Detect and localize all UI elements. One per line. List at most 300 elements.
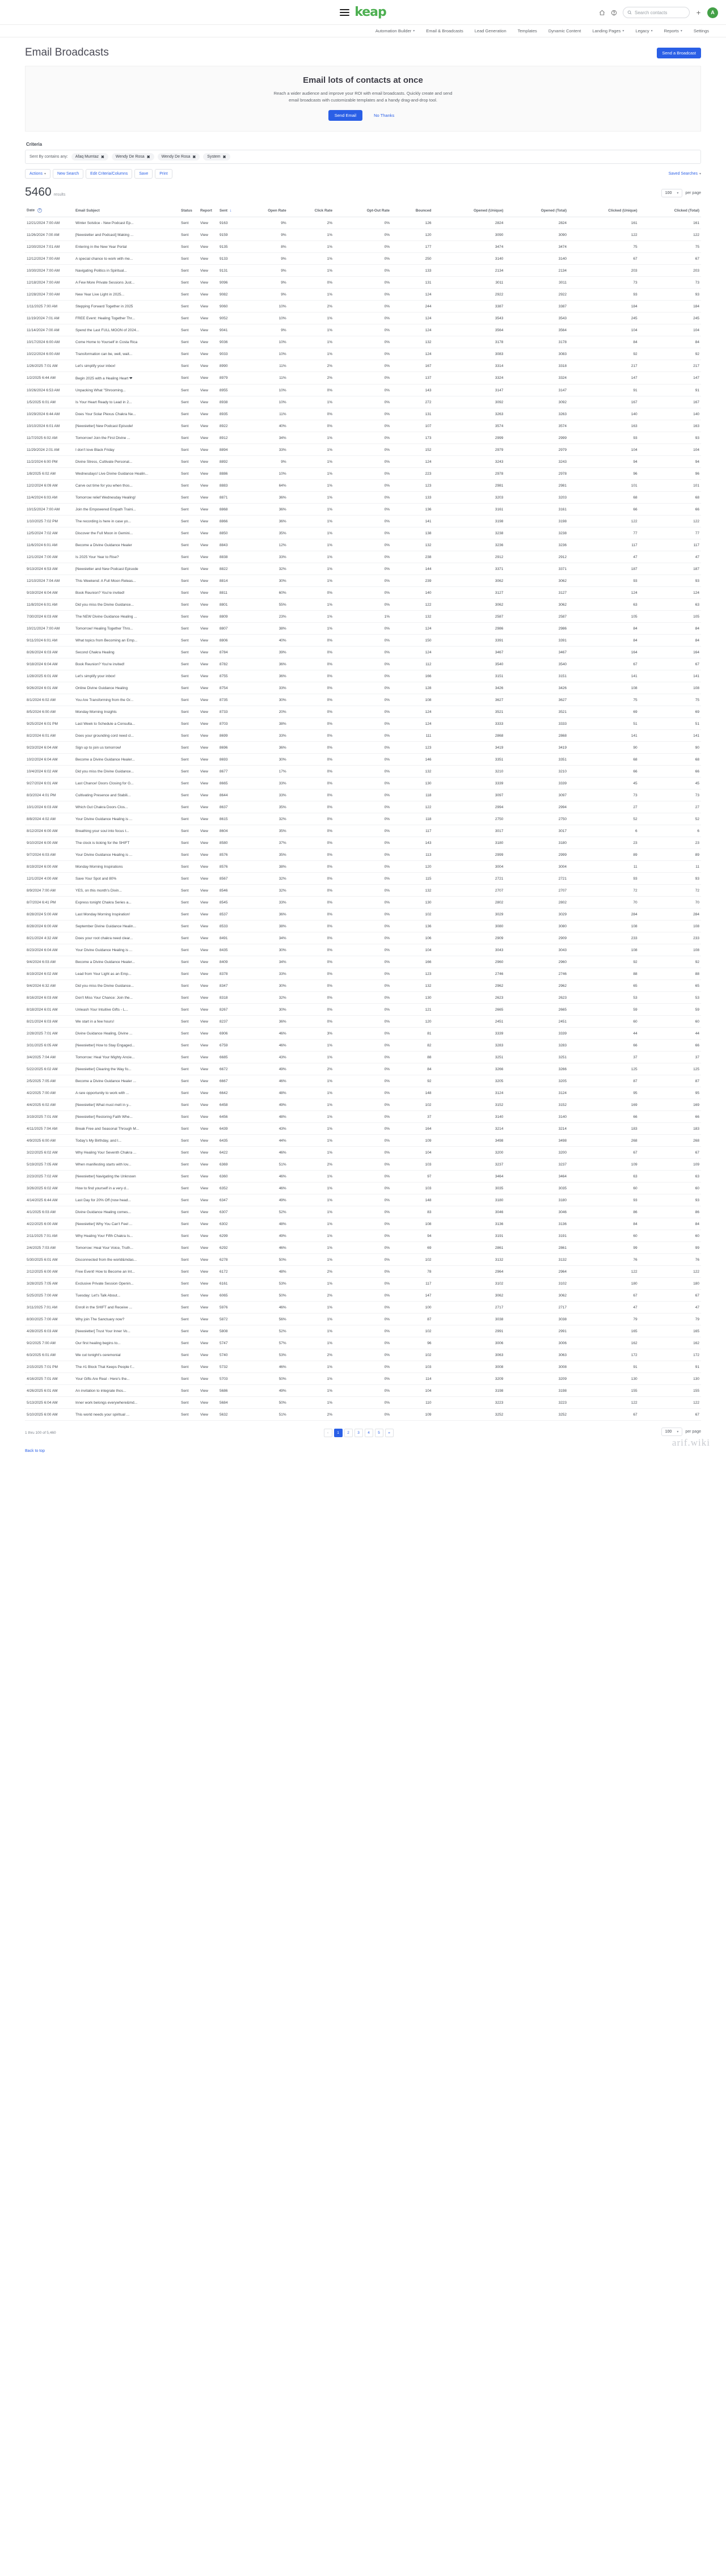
nav-item-landing-pages[interactable] <box>592 28 624 33</box>
table-row[interactable] <box>25 253 701 265</box>
cell-report[interactable]: View <box>199 217 218 229</box>
pagination-last[interactable]: » <box>385 1429 394 1437</box>
cell-report[interactable]: View <box>199 1325 218 1337</box>
cell-report[interactable]: View <box>199 885 218 897</box>
table-row[interactable] <box>25 682 701 694</box>
cell-report[interactable]: View <box>199 658 218 670</box>
avatar[interactable]: A <box>707 7 718 18</box>
cell-report[interactable]: View <box>199 1051 218 1063</box>
cell-click-rate: 0% <box>288 920 334 932</box>
nav-item-legacy[interactable] <box>635 28 652 33</box>
table-row[interactable] <box>25 1147 701 1159</box>
cell-click-rate: 0% <box>288 980 334 992</box>
cell-clicked-total: 86 <box>639 1206 701 1218</box>
cell-report[interactable]: View <box>199 229 218 241</box>
cell-report[interactable]: View <box>199 539 218 551</box>
new-search-button[interactable]: New Search <box>53 169 83 179</box>
table-row[interactable] <box>25 563 701 575</box>
pagination-page-5[interactable]: 5 <box>375 1429 383 1437</box>
table-row[interactable] <box>25 742 701 754</box>
nav-item-reports[interactable] <box>664 28 682 33</box>
table-row[interactable] <box>25 1075 701 1087</box>
cell-report[interactable]: View <box>199 551 218 563</box>
cell-opened-total: 2717 <box>505 1302 568 1314</box>
cell-report[interactable]: View <box>199 456 218 468</box>
cell-report[interactable]: View <box>199 527 218 539</box>
chip-remove-icon[interactable]: ✖ <box>146 155 150 159</box>
criteria-chip[interactable] <box>203 153 230 161</box>
cell-report[interactable]: View <box>199 1016 218 1028</box>
table-row[interactable] <box>25 504 701 516</box>
table-row[interactable] <box>25 516 701 527</box>
cell-click-rate: 2% <box>288 217 334 229</box>
table-row[interactable] <box>25 1194 701 1206</box>
cell-report[interactable]: View <box>199 956 218 968</box>
criteria-chip[interactable] <box>112 153 154 161</box>
cell-date: 3/31/2025 6:05 AM <box>25 1040 74 1051</box>
cell-report[interactable]: View <box>199 265 218 277</box>
table-row[interactable] <box>25 1028 701 1040</box>
cell-sent: 5686 <box>218 1385 240 1397</box>
cell-report[interactable]: View <box>199 670 218 682</box>
column-header-status[interactable]: Status <box>179 204 199 217</box>
cell-click-rate: 0% <box>288 766 334 778</box>
cell-report[interactable]: View <box>199 1397 218 1409</box>
cell-report[interactable]: View <box>199 241 218 253</box>
cell-opened-total: 2746 <box>505 968 568 980</box>
column-header-clicked-total[interactable]: Clicked (Total) <box>639 204 701 217</box>
table-row[interactable] <box>25 1016 701 1028</box>
table-row[interactable] <box>25 837 701 849</box>
cell-report[interactable]: View <box>199 599 218 611</box>
table-row[interactable] <box>25 336 701 348</box>
back-to-top-link[interactable]: Back to top <box>25 1449 45 1454</box>
save-button[interactable]: Save <box>134 169 153 179</box>
cell-report[interactable]: View <box>199 420 218 432</box>
cell-report[interactable]: View <box>199 1028 218 1040</box>
cell-opened-unique: 3324 <box>433 372 505 385</box>
table-row[interactable] <box>25 217 701 229</box>
table-row[interactable] <box>25 1218 701 1230</box>
cell-report[interactable]: View <box>199 849 218 861</box>
table-row[interactable] <box>25 265 701 277</box>
cell-report[interactable]: View <box>199 861 218 873</box>
per-page-select-top[interactable] <box>661 189 683 197</box>
table-row[interactable] <box>25 313 701 324</box>
column-header-bounced[interactable]: Bounced <box>391 204 433 217</box>
table-row[interactable] <box>25 324 701 336</box>
cell-date: 12/1/2024 7:00 AM <box>25 551 74 563</box>
table-row[interactable] <box>25 301 701 313</box>
pagination-page-2[interactable]: 2 <box>344 1429 353 1437</box>
table-row[interactable] <box>25 432 701 444</box>
table-row[interactable] <box>25 944 701 956</box>
cell-opt-out-rate: 0% <box>334 229 391 241</box>
hamburger-icon[interactable] <box>340 9 349 16</box>
cell-report[interactable]: View <box>199 1123 218 1135</box>
cell-report[interactable]: View <box>199 778 218 789</box>
cell-report[interactable]: View <box>199 1302 218 1314</box>
cell-report[interactable]: View <box>199 1206 218 1218</box>
table-row[interactable] <box>25 1135 701 1147</box>
table-row[interactable] <box>25 920 701 932</box>
table-row[interactable] <box>25 1230 701 1242</box>
table-row[interactable] <box>25 1361 701 1373</box>
cell-report[interactable]: View <box>199 873 218 885</box>
column-header-click-rate[interactable]: Click Rate <box>288 204 334 217</box>
cell-report[interactable]: View <box>199 289 218 301</box>
table-row[interactable] <box>25 670 701 682</box>
cell-report[interactable]: View <box>199 480 218 492</box>
table-row[interactable] <box>25 575 701 587</box>
actions-button[interactable] <box>25 169 50 179</box>
cell-report[interactable]: View <box>199 504 218 516</box>
cell-report[interactable]: View <box>199 408 218 420</box>
cell-open-rate: 9% <box>240 253 288 265</box>
cell-report[interactable]: View <box>199 1254 218 1266</box>
table-row[interactable] <box>25 1004 701 1016</box>
table-row[interactable] <box>25 885 701 897</box>
table-row[interactable] <box>25 1397 701 1409</box>
cell-report[interactable]: View <box>199 1314 218 1325</box>
table-row[interactable] <box>25 1087 701 1099</box>
cell-report[interactable]: View <box>199 992 218 1004</box>
table-row[interactable] <box>25 825 701 837</box>
table-row[interactable] <box>25 1325 701 1337</box>
cell-report[interactable]: View <box>199 718 218 730</box>
nav-item-email-broadcasts[interactable] <box>426 28 463 33</box>
edit-criteria-columns-button[interactable]: Edit Criteria/Columns <box>86 169 132 179</box>
chip-remove-icon[interactable]: ✖ <box>100 155 104 159</box>
table-row[interactable] <box>25 1254 701 1266</box>
cell-report[interactable]: View <box>199 754 218 766</box>
table-row[interactable] <box>25 1302 701 1314</box>
cell-report[interactable]: View <box>199 313 218 324</box>
cell-report[interactable]: View <box>199 909 218 920</box>
cell-bounced: 146 <box>391 754 433 766</box>
cell-opened-total: 2964 <box>505 1266 568 1278</box>
table-row[interactable] <box>25 980 701 992</box>
table-row[interactable] <box>25 1123 701 1135</box>
cell-report[interactable]: View <box>199 730 218 742</box>
cell-report[interactable]: View <box>199 897 218 909</box>
cell-open-rate: 10% <box>240 348 288 360</box>
table-row[interactable] <box>25 527 701 539</box>
table-row[interactable] <box>25 789 701 801</box>
table-row[interactable] <box>25 408 701 420</box>
per-page-select-bottom[interactable] <box>661 1428 683 1436</box>
cell-report[interactable]: View <box>199 742 218 754</box>
cell-report[interactable]: View <box>199 825 218 837</box>
cell-clicked-total: 53 <box>639 992 701 1004</box>
cell-report[interactable]: View <box>199 385 218 396</box>
cell-report[interactable]: View <box>199 324 218 336</box>
cell-report[interactable]: View <box>199 1063 218 1075</box>
cell-report[interactable]: View <box>199 277 218 289</box>
print-button[interactable]: Print <box>155 169 172 179</box>
cell-report[interactable]: View <box>199 682 218 694</box>
table-row[interactable] <box>25 635 701 647</box>
send-email-button[interactable]: Send Email <box>328 110 362 121</box>
cell-opt-out-rate: 0% <box>334 897 391 909</box>
cell-report[interactable]: View <box>199 813 218 825</box>
cell-click-rate: 0% <box>288 813 334 825</box>
cell-report[interactable]: View <box>199 1218 218 1230</box>
table-row[interactable] <box>25 396 701 408</box>
cell-report[interactable]: View <box>199 1147 218 1159</box>
help-icon[interactable] <box>611 10 617 16</box>
cell-report[interactable]: View <box>199 468 218 480</box>
cell-report[interactable]: View <box>199 1111 218 1123</box>
pagination-page-4[interactable]: 4 <box>365 1429 373 1437</box>
cell-report[interactable]: View <box>199 1373 218 1385</box>
cell-report[interactable]: View <box>199 647 218 658</box>
cell-report[interactable]: View <box>199 932 218 944</box>
cell-report[interactable]: View <box>199 1099 218 1111</box>
pagination-page-3[interactable]: 3 <box>354 1429 363 1437</box>
table-row[interactable] <box>25 813 701 825</box>
cell-report[interactable]: View <box>199 516 218 527</box>
cell-date: 2/28/2025 7:01 AM <box>25 1028 74 1040</box>
table-row[interactable] <box>25 754 701 766</box>
table-row[interactable] <box>25 849 701 861</box>
cell-sent: 8843 <box>218 539 240 551</box>
cell-report[interactable]: View <box>199 444 218 456</box>
table-row[interactable] <box>25 241 701 253</box>
cell-opt-out-rate: 0% <box>334 527 391 539</box>
table-row[interactable] <box>25 897 701 909</box>
cell-opened-total: 3543 <box>505 313 568 324</box>
table-row[interactable] <box>25 694 701 706</box>
cell-clicked-total: 73 <box>639 277 701 289</box>
cell-report[interactable]: View <box>199 336 218 348</box>
cell-opt-out-rate: 0% <box>334 1230 391 1242</box>
no-thanks-button[interactable]: No Thanks <box>370 112 398 119</box>
table-row[interactable] <box>25 778 701 789</box>
help-icon[interactable]: ? <box>37 208 42 213</box>
column-header-sent[interactable] <box>218 204 240 217</box>
table-row[interactable] <box>25 873 701 885</box>
table-row[interactable] <box>25 1385 701 1397</box>
cell-date: 10/17/2024 6:00 AM <box>25 336 74 348</box>
table-row[interactable] <box>25 968 701 980</box>
cell-report[interactable]: View <box>199 348 218 360</box>
cell-report[interactable]: View <box>199 980 218 992</box>
table-row[interactable] <box>25 1063 701 1075</box>
table-row[interactable] <box>25 956 701 968</box>
column-header-clicked-unique[interactable]: Clicked (Unique) <box>568 204 639 217</box>
cell-report[interactable]: View <box>199 1278 218 1290</box>
cell-report[interactable]: View <box>199 611 218 623</box>
cell-report[interactable]: View <box>199 587 218 599</box>
cell-report[interactable]: View <box>199 694 218 706</box>
table-row[interactable] <box>25 587 701 599</box>
cell-report[interactable]: View <box>199 1075 218 1087</box>
nav-item-lead-generation[interactable] <box>475 28 506 33</box>
cell-report[interactable]: View <box>199 1230 218 1242</box>
column-header-report[interactable]: Report <box>199 204 218 217</box>
table-row[interactable] <box>25 1349 701 1361</box>
cell-report[interactable]: View <box>199 766 218 778</box>
send-a-broadcast-button[interactable]: Send a Broadcast <box>657 48 701 58</box>
cell-opened-total: 2750 <box>505 813 568 825</box>
cell-report[interactable]: View <box>199 920 218 932</box>
table-row[interactable] <box>25 1051 701 1063</box>
table-row[interactable] <box>25 647 701 658</box>
cell-report[interactable]: View <box>199 492 218 504</box>
column-header-opt-out-rate[interactable]: Opt-Out Rate <box>334 204 391 217</box>
cell-report[interactable]: View <box>199 1159 218 1171</box>
table-row[interactable] <box>25 1111 701 1123</box>
table-row[interactable] <box>25 456 701 468</box>
cell-date: 8/19/2024 6:00 AM <box>25 861 74 873</box>
cell-report[interactable]: View <box>199 301 218 313</box>
cell-report[interactable]: View <box>199 968 218 980</box>
cell-report[interactable]: View <box>199 1087 218 1099</box>
table-row[interactable] <box>25 480 701 492</box>
cell-report[interactable]: View <box>199 1337 218 1349</box>
cell-opt-out-rate: 0% <box>334 1028 391 1040</box>
table-row[interactable] <box>25 492 701 504</box>
cell-report[interactable]: View <box>199 1349 218 1361</box>
table-row[interactable] <box>25 909 701 920</box>
cell-sent: 8604 <box>218 825 240 837</box>
saved-searches-dropdown[interactable] <box>669 172 701 176</box>
cell-status: Sent <box>179 1087 199 1099</box>
cell-report[interactable]: View <box>199 1040 218 1051</box>
column-header-email-subject[interactable]: Email Subject <box>74 204 179 217</box>
table-row[interactable] <box>25 1337 701 1349</box>
cell-report[interactable]: View <box>199 623 218 635</box>
table-row[interactable] <box>25 1183 701 1194</box>
plus-icon[interactable] <box>695 10 702 16</box>
table-row[interactable] <box>25 992 701 1004</box>
table-row[interactable] <box>25 801 701 813</box>
cell-report[interactable]: View <box>199 801 218 813</box>
table-row[interactable] <box>25 861 701 873</box>
search-input[interactable] <box>623 7 690 18</box>
table-row[interactable] <box>25 766 701 778</box>
cell-opened-unique: 3097 <box>433 789 505 801</box>
column-header-opened-total[interactable]: Opened (Total) <box>505 204 568 217</box>
cell-report[interactable]: View <box>199 253 218 265</box>
cell-report[interactable]: View <box>199 1409 218 1421</box>
table-row[interactable] <box>25 611 701 623</box>
column-header-date[interactable] <box>25 204 74 217</box>
table-row[interactable] <box>25 1278 701 1290</box>
table-row[interactable] <box>25 551 701 563</box>
cell-report[interactable]: View <box>199 372 218 385</box>
table-row[interactable] <box>25 1171 701 1183</box>
table-row[interactable] <box>25 1242 701 1254</box>
chip-remove-icon[interactable]: ✖ <box>222 155 226 159</box>
table-row[interactable] <box>25 623 701 635</box>
column-header-open-rate[interactable]: Open Rate <box>240 204 288 217</box>
cell-report[interactable]: View <box>199 1385 218 1397</box>
cell-report[interactable]: View <box>199 1194 218 1206</box>
cell-opt-out-rate: 0% <box>334 1099 391 1111</box>
cell-click-rate: 1% <box>288 432 334 444</box>
cell-report[interactable]: View <box>199 944 218 956</box>
table-row[interactable] <box>25 1290 701 1302</box>
table-row[interactable] <box>25 1099 701 1111</box>
table-row[interactable] <box>25 372 701 385</box>
table-row[interactable] <box>25 932 701 944</box>
cell-report[interactable]: View <box>199 1135 218 1147</box>
cell-report[interactable]: View <box>199 1361 218 1373</box>
cell-report[interactable]: View <box>199 1004 218 1016</box>
pagination-page-1[interactable]: 1 <box>334 1429 343 1437</box>
cell-report[interactable]: View <box>199 360 218 372</box>
cell-report[interactable]: View <box>199 789 218 801</box>
cell-report[interactable]: View <box>199 1242 218 1254</box>
table-row[interactable] <box>25 348 701 360</box>
table-row[interactable] <box>25 730 701 742</box>
chip-remove-icon[interactable]: ✖ <box>192 155 196 159</box>
cell-report[interactable]: View <box>199 706 218 718</box>
pagination-prev[interactable]: ‹ <box>324 1429 332 1437</box>
table-row[interactable] <box>25 706 701 718</box>
table-row[interactable] <box>25 385 701 396</box>
cell-report[interactable]: View <box>199 1290 218 1302</box>
cell-report[interactable]: View <box>199 396 218 408</box>
table-row[interactable] <box>25 1409 701 1421</box>
cell-open-rate: 33% <box>240 551 288 563</box>
cell-report[interactable]: View <box>199 432 218 444</box>
table-row[interactable] <box>25 1266 701 1278</box>
table-row[interactable] <box>25 599 701 611</box>
table-row[interactable] <box>25 277 701 289</box>
cell-bounced: 136 <box>391 504 433 516</box>
cell-opened-total: 3161 <box>505 504 568 516</box>
cell-report[interactable]: View <box>199 1266 218 1278</box>
table-row[interactable] <box>25 420 701 432</box>
cell-date: 3/26/2025 6:02 AM <box>25 1183 74 1194</box>
criteria-chip[interactable] <box>71 153 108 161</box>
cell-opt-out-rate: 0% <box>334 1290 391 1302</box>
nav-item-templates[interactable] <box>518 28 537 33</box>
cell-report[interactable]: View <box>199 635 218 647</box>
cell-status: Sent <box>179 1206 199 1218</box>
nav-item-dynamic-content[interactable] <box>548 28 581 33</box>
table-row[interactable] <box>25 1373 701 1385</box>
criteria-chip[interactable] <box>158 153 200 161</box>
home-icon[interactable] <box>599 10 605 16</box>
cell-report[interactable]: View <box>199 563 218 575</box>
table-row[interactable] <box>25 1040 701 1051</box>
table-row[interactable] <box>25 229 701 241</box>
column-header-opened-unique[interactable]: Opened (Unique) <box>433 204 505 217</box>
table-row[interactable] <box>25 1314 701 1325</box>
table-row[interactable] <box>25 718 701 730</box>
cell-report[interactable]: View <box>199 1171 218 1183</box>
table-row[interactable] <box>25 468 701 480</box>
table-row[interactable] <box>25 1206 701 1218</box>
table-row[interactable] <box>25 539 701 551</box>
cell-report[interactable]: View <box>199 1183 218 1194</box>
cell-bounced: 223 <box>391 468 433 480</box>
table-row[interactable] <box>25 444 701 456</box>
table-row[interactable] <box>25 360 701 372</box>
table-row[interactable] <box>25 289 701 301</box>
cell-report[interactable]: View <box>199 837 218 849</box>
cell-report[interactable]: View <box>199 575 218 587</box>
table-row[interactable] <box>25 658 701 670</box>
nav-item-automation-builder[interactable] <box>375 28 415 33</box>
nav-item-settings[interactable] <box>694 28 709 33</box>
table-row[interactable] <box>25 1159 701 1171</box>
brand[interactable] <box>340 6 386 19</box>
